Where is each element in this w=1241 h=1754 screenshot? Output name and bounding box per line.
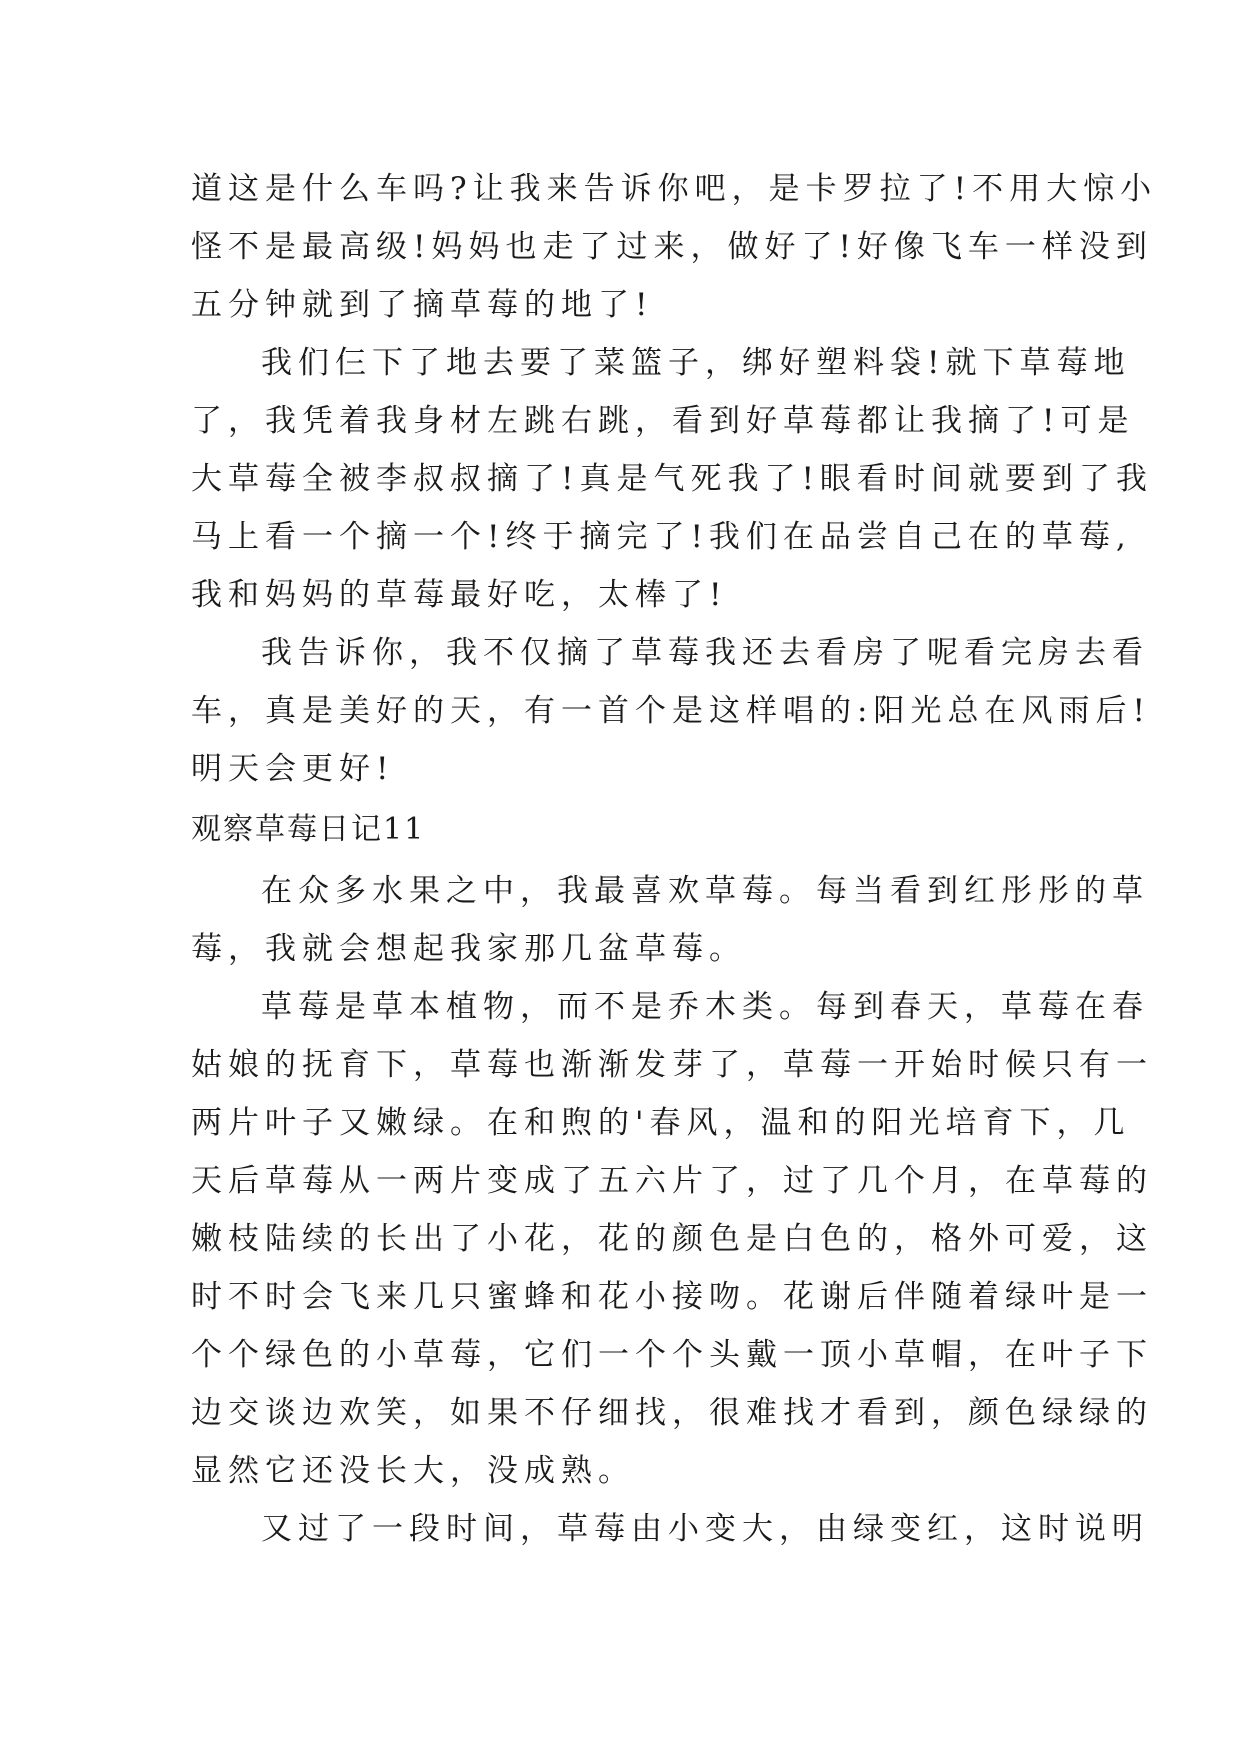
text-line: 两片叶子又嫩绿。在和煦的'春风，温和的阳光培育下，几 <box>191 1105 1131 1141</box>
text-line: 姑娘的抚育下，草莓也渐渐发芽了，草莓一开始时候只有一 <box>191 1047 1153 1083</box>
text-line: 马上看一个摘一个!终于摘完了!我们在品尝自己在的草莓, <box>191 519 1132 555</box>
paragraph-first-line: 又过了一段时间，草莓由小变大，由绿变红，这时说明 <box>261 1511 1149 1547</box>
text-line: 莓，我就会想起我家那几盆草莓。 <box>191 931 746 967</box>
paragraph-first-line: 我们仨下了地去要了菜篮子，绑好塑料袋!就下草莓地 <box>261 345 1131 381</box>
text-line: 时不时会飞来几只蜜蜂和花小接吻。花谢后伴随着绿叶是一 <box>191 1279 1153 1315</box>
paragraph-first-line: 草莓是草本植物，而不是乔木类。每到春天，草莓在春 <box>261 989 1149 1025</box>
text-line: 明天会更好! <box>191 751 395 787</box>
document-body <box>191 160 1158 1558</box>
section-heading: 观察草莓日记11 <box>191 812 426 847</box>
text-line: 怪不是最高级!妈妈也走了过来，做好了!好像飞车一样没到 <box>191 229 1153 265</box>
text-line: 边交谈边欢笑，如果不仔细找，很难找才看到，颜色绿绿的 <box>191 1395 1153 1431</box>
text-line: 了，我凭着我身材左跳右跳，看到好草莓都让我摘了!可是 <box>191 403 1135 439</box>
text-line: 五分钟就到了摘草莓的地了! <box>191 287 654 323</box>
text-line: 车，真是美好的天，有一首个是这样唱的:阳光总在风雨后! <box>191 693 1151 729</box>
text-line: 天后草莓从一两片变成了五六片了，过了几个月，在草莓的 <box>191 1163 1153 1199</box>
text-line: 我和妈妈的草莓最好吃，太棒了! <box>191 577 728 613</box>
text-line: 大草莓全被李叔叔摘了!真是气死我了!眼看时间就要到了我 <box>191 461 1153 497</box>
text-line: 道这是什么车吗?让我来告诉你吧，是卡罗拉了!不用大惊小 <box>191 171 1158 207</box>
text-line: 嫩枝陆续的长出了小花，花的颜色是白色的，格外可爱，这 <box>191 1221 1153 1257</box>
paragraph-first-line: 我告诉你，我不仅摘了草莓我还去看房了呢看完房去看 <box>261 635 1149 671</box>
text-line: 个个绿色的小草莓，它们一个个头戴一顶小草帽，在叶子下 <box>191 1337 1153 1373</box>
paragraph-first-line: 在众多水果之中，我最喜欢草莓。每当看到红彤彤的草 <box>261 873 1149 909</box>
text-line: 显然它还没长大，没成熟。 <box>191 1453 635 1489</box>
